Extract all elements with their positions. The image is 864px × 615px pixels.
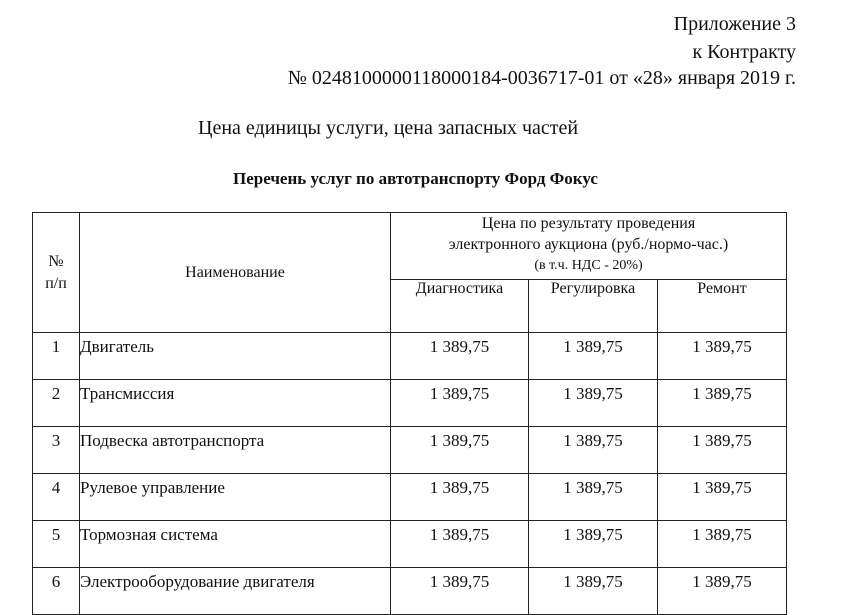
repair-column-header: Ремонт (658, 280, 787, 333)
row-number: 3 (33, 427, 80, 474)
service-name: Двигатель (80, 333, 391, 380)
repair-price: 1 389,75 (658, 333, 787, 380)
diagnostics-price: 1 389,75 (391, 380, 529, 427)
diagnostics-price: 1 389,75 (391, 333, 529, 380)
adjustment-price: 1 389,75 (529, 333, 658, 380)
document-subtitle: Цена единицы услуги, цена запасных частей (198, 117, 579, 139)
repair-price: 1 389,75 (658, 568, 787, 615)
row-number: 1 (33, 333, 80, 380)
repair-price: 1 389,75 (658, 380, 787, 427)
diagnostics-price: 1 389,75 (391, 568, 529, 615)
table-title: Перечень услуг по автотранспорту Форд Фокус (233, 169, 598, 188)
contract-label: к Контракту (692, 41, 796, 63)
service-name: Тормозная система (80, 521, 391, 568)
appendix-label: Приложение 3 (673, 13, 796, 35)
diagnostics-price: 1 389,75 (391, 474, 529, 521)
diagnostics-price: 1 389,75 (391, 521, 529, 568)
services-table (32, 212, 787, 615)
table-row (33, 474, 787, 521)
service-name: Подвеска автотранспорта (80, 427, 391, 474)
table-row (33, 333, 787, 380)
contract-number: № 0248100000118000184-0036717-01 от «28» января 2019 г. (287, 67, 796, 89)
row-number: 6 (33, 568, 80, 615)
repair-price: 1 389,75 (658, 521, 787, 568)
row-number: 2 (33, 380, 80, 427)
service-name: Электрооборудование двигателя (80, 568, 391, 615)
table-row (33, 521, 787, 568)
service-name: Трансмиссия (80, 380, 391, 427)
adjustment-price: 1 389,75 (529, 474, 658, 521)
name-column-header: Наименование (80, 213, 391, 333)
table-row (33, 568, 787, 615)
number-column-header (33, 213, 80, 333)
number-header-abbrev: п/п (45, 274, 67, 292)
table-row (33, 427, 787, 474)
price-group-header (391, 213, 787, 280)
row-number: 5 (33, 521, 80, 568)
repair-price: 1 389,75 (658, 474, 787, 521)
table-row (33, 380, 787, 427)
adjustment-price: 1 389,75 (529, 521, 658, 568)
repair-price: 1 389,75 (658, 427, 787, 474)
diagnostics-price: 1 389,75 (391, 427, 529, 474)
price-header-vat: (в т.ч. НДС - 20%) (534, 258, 643, 273)
adjustment-price: 1 389,75 (529, 427, 658, 474)
price-header-line1: Цена по результату проведения (481, 215, 696, 232)
adjustment-price: 1 389,75 (529, 380, 658, 427)
price-header-line2: электронного аукциона (руб./нормо-час.) (448, 236, 729, 253)
diagnostics-column-header: Диагностика (391, 280, 529, 333)
adjustment-column-header: Регулировка (529, 280, 658, 333)
service-name: Рулевое управление (80, 474, 391, 521)
number-header-symbol: № (48, 252, 64, 270)
adjustment-price: 1 389,75 (529, 568, 658, 615)
row-number: 4 (33, 474, 80, 521)
